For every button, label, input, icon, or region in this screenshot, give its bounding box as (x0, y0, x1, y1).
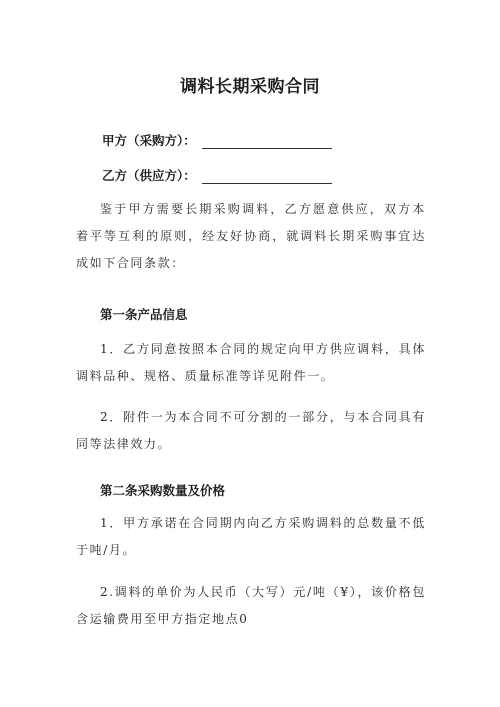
section2-clause-1: 1．甲方承诺在合同期内向乙方采购调料的总数量不低于吨/月。 (76, 516, 426, 557)
party-b-blank (202, 169, 332, 184)
section1-clause-1: 1．乙方同意按照本合同的规定向甲方供应调料，具体调料品种、规格、质量标准等详见附件一。 (76, 342, 426, 383)
intro-paragraph: 鉴于甲方需要长期采购调料，乙方愿意供应，双方本着平等互利的原则，经友好协商，就调料长期采购事宜达成如下合同条款： (76, 202, 426, 270)
party-a-label: 甲方（采购方）： (102, 133, 196, 148)
section1-clause-2: 2．附件一为本合同不可分割的一部分，与本合同具有同等法律效力。 (76, 410, 426, 451)
contract-title: 调料长期采购合同 (180, 77, 320, 97)
section2-clause-2: 2.调料的单价为人民币（大写）元/吨（¥），该价格包含运输费用至甲方指定地点0 (76, 585, 426, 626)
party-a-blank (202, 134, 332, 149)
party-a-line (102, 131, 332, 149)
party-b-label: 乙方（供应方）： (102, 168, 196, 183)
section1-heading: 第一条产品信息 (100, 307, 188, 322)
section2-heading: 第二条采购数量及价格 (100, 483, 226, 498)
party-b-line (102, 166, 332, 184)
